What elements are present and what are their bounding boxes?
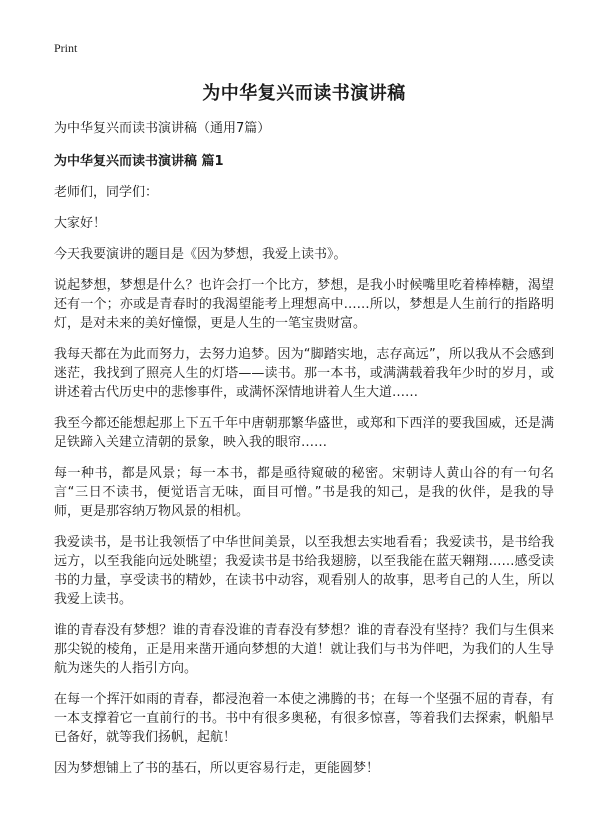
document-page [54,40,554,790]
paragraph: 我爱读书，是书让我领悟了中华世间美景，以至我想去实地看看；我爱读书，是书给我远方，以至我能向远处眺望；我爱读书是书给我翅膀，以至我能在蓝天翱翔……感受读书的力量，享受读书的精妙，在读书中动容，观看别人的故事，思考自己的人生，所以我爱上读书。 [54,535,554,607]
paragraph-topic: 今天我要演讲的题目是《因为梦想，我爱上读书》。 [54,247,347,262]
print-label[interactable]: Print [54,41,78,55]
paragraph: 我至今都还能想起那上下五千年中唐朝那繁华盛世，或郑和下西洋的要我国威，还是满足铁蹄入关建立清朝的景象，映入我的眼帘…… [54,416,554,450]
paragraph-hello: 大家好！ [54,216,107,231]
document-subtitle: 为中华复兴而读书演讲稿（通用7篇） [54,121,271,136]
paragraph: 说起梦想，梦想是什么？也许会打一个比方，梦想，是我小时候嘴里吃着棒棒糖，渴望还有一个；亦或是青春时的我渴望能考上理想高中……所以，梦想是人生前行的指路明灯，是对未来的美好憧憬，更是人生的一笔宝贵财富。 [54,278,554,331]
document-title: 为中华复兴而读书演讲稿 [202,83,406,104]
paragraph-greeting: 老师们，同学们： [54,185,159,200]
paragraph: 谁的青春没有梦想？谁的青春没谁的青春没有梦想？谁的青春没有坚持？我们与生俱来那尖锐的棱角，正是用来凿开通向梦想的大道！就让我们与书为伴吧，为我们的人生导航为迷失的人指引方向。 [54,623,554,676]
paragraph: 我每天都在为此而努力，去努力追梦。因为“脚踏实地，志存高远”，所以我从不会感到迷茫，我找到了照亮人生的灯塔——读书。那一本书，或满满载着我年少时的岁月，或讲述着古代历史中的悲惨事件，或满怀深情地讲着人生大道…… [54,347,554,400]
paragraph: 在每一个挥汗如雨的青春，都浸泡着一本使之沸腾的书；在每一个坚强不屈的青春，有一本支撑着它一直前行的书。书中有很多奥秘，有很多惊喜，等着我们去探索，帆船早已备好，就等我们扬帆，起航！ [54,692,554,745]
paragraph: 每一种书，都是风景；每一本书，都是亟待窥破的秘密。宋朝诗人黄山谷的有一句名言“三日不读书，便觉语言无味，面目可憎。”书是我的知己，是我的伙伴，是我的导师，更是那容纳万物风景的相机。 [54,466,554,519]
section-title: 为中华复兴而读书演讲稿 篇1 [54,154,224,169]
paragraph-closing: 因为梦想铺上了书的基石，所以更容易行走，更能圆梦！ [54,761,380,776]
